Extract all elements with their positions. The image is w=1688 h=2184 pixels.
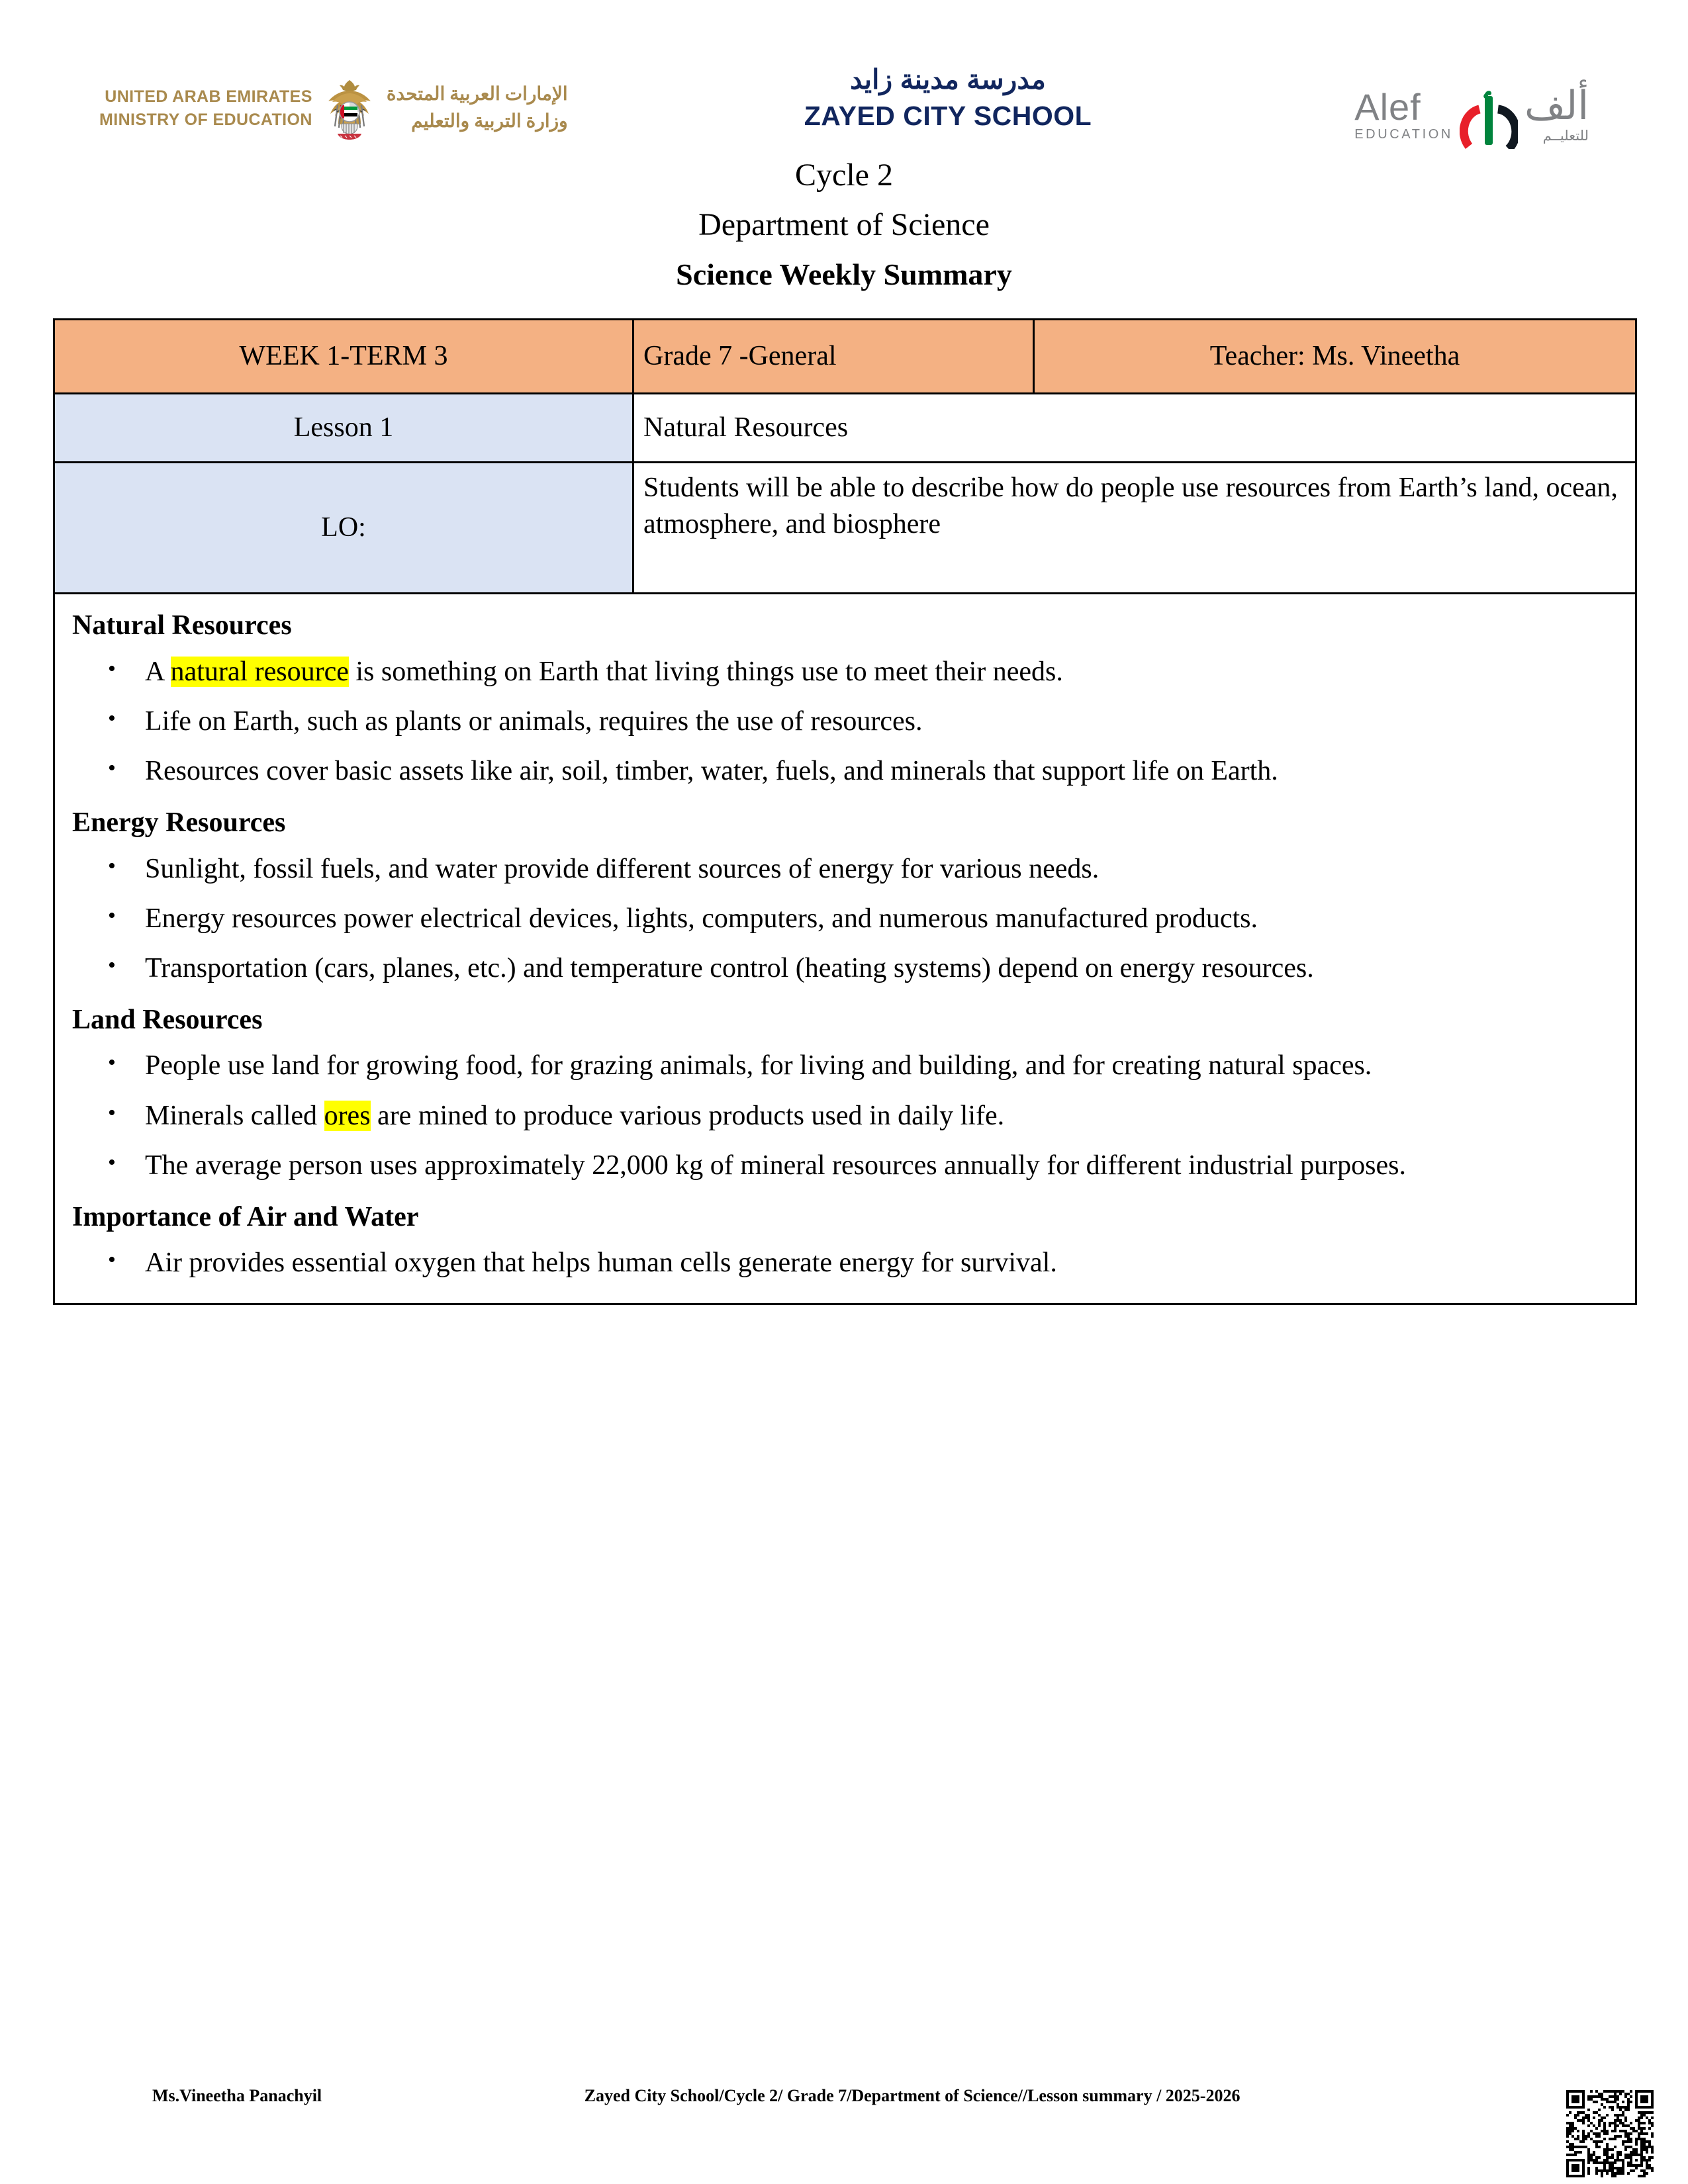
table-row <box>54 463 1636 594</box>
highlighted-term: natural resource <box>170 656 349 687</box>
highlighted-term: ores <box>324 1100 371 1131</box>
alef-wordmark-arabic: ألف <box>1524 83 1589 128</box>
alef-subtitle: EDUCATION <box>1354 126 1453 142</box>
week-term-cell: WEEK 1-TERM 3 <box>54 320 633 394</box>
list-item: • Sunlight, fossil fuels, and water provide different sources of energy for various needs. <box>142 845 1626 893</box>
footer-author: Ms.Vineetha Panachyil <box>152 2086 322 2105</box>
section-bullet-list <box>64 1042 1626 1189</box>
ministry-arabic-text <box>387 81 568 135</box>
alef-wordmark: Alef <box>1354 85 1421 128</box>
alef-subtitle-arabic: للتعليــم <box>1542 128 1589 144</box>
footer-breadcrumb: Zayed City School/Cycle 2/ Grade 7/Department of Science//Lesson summary / 2025-2026 <box>584 2086 1241 2105</box>
school-name-block <box>804 63 1119 134</box>
section-heading: Energy Resources <box>72 807 286 839</box>
ministry-ar-line2: وزارة التربية والتعليم <box>411 111 568 132</box>
section-bullet-list <box>64 845 1626 993</box>
lo-label-cell: LO: <box>54 463 633 594</box>
cycle-title: Cycle 2 <box>795 158 893 193</box>
ministry-en-line2: MINISTRY OF EDUCATION <box>99 111 312 129</box>
lesson-content-cell <box>54 594 1636 1304</box>
document-footer <box>0 2086 1688 2106</box>
list-item: • Transportation (cars, planes, etc.) and temperature control (heating systems) depend on energy resources. <box>142 944 1626 993</box>
alef-education-logo <box>1354 80 1589 149</box>
list-item: • People use land for growing food, for grazing animals, for living and building, and for creating natural spaces. <box>142 1042 1626 1090</box>
weekly-summary-table <box>53 318 1637 1305</box>
ministry-of-education-logo <box>99 77 568 140</box>
list-item: • A natural resource is something on Earth that living things use to meet their needs. <box>142 648 1626 696</box>
document-titles <box>0 156 1688 293</box>
list-item: • Resources cover basic assets like air, soil, timber, water, fuels, and minerals that support life on Earth. <box>142 747 1626 796</box>
list-item: • Air provides essential oxygen that helps human cells generate energy for survival. <box>142 1239 1626 1287</box>
grade-cell: Grade 7 -General <box>633 320 1034 394</box>
section-bullet-list <box>64 648 1626 796</box>
section-heading: Importance of Air and Water <box>72 1201 419 1232</box>
department-title: Department of Science <box>698 206 990 242</box>
lesson-value-cell: Natural Resources <box>633 394 1636 463</box>
section-heading: Natural Resources <box>72 610 292 641</box>
page-title: Science Weekly Summary <box>676 257 1012 292</box>
qr-code-icon[interactable] <box>1566 2090 1654 2177</box>
alef-arc-mark-icon <box>1460 80 1518 149</box>
table-row <box>54 320 1636 394</box>
sections-container <box>64 608 1626 1287</box>
list-item: • Life on Earth, such as plants or animals, requires the use of resources. <box>142 698 1626 746</box>
lesson-label-cell: Lesson 1 <box>54 394 633 463</box>
ministry-en-line1: UNITED ARAB EMIRATES <box>105 87 312 106</box>
list-item: • The average person uses approximately 22,000 kg of mineral resources annually for different industrial purposes. <box>142 1142 1626 1190</box>
uae-falcon-emblem-icon <box>322 77 377 140</box>
school-name-english: ZAYED CITY SCHOOL <box>804 101 1092 132</box>
teacher-cell: Teacher: Ms. Vineetha <box>1034 320 1636 394</box>
school-name-arabic: مدرسة مدينة زايد <box>850 64 1046 95</box>
alef-latin-text <box>1354 85 1453 142</box>
alef-arabic-text <box>1524 83 1589 144</box>
document-header <box>0 0 1688 152</box>
lo-value-cell: Students will be able to describe how do people use resources from Earth’s land, ocean, atmosphere, and biosphere <box>633 463 1636 594</box>
list-item: • Minerals called ores are mined to produce various products used in daily life. <box>142 1092 1626 1140</box>
list-item: • Energy resources power electrical devices, lights, computers, and numerous manufactured products. <box>142 895 1626 943</box>
ministry-english-text <box>99 85 312 132</box>
table-row <box>54 594 1636 1304</box>
table-row <box>54 394 1636 463</box>
section-heading: Land Resources <box>72 1004 263 1035</box>
ministry-ar-line1: الإمارات العربية المتحدة <box>386 84 568 105</box>
section-bullet-list <box>64 1239 1626 1287</box>
